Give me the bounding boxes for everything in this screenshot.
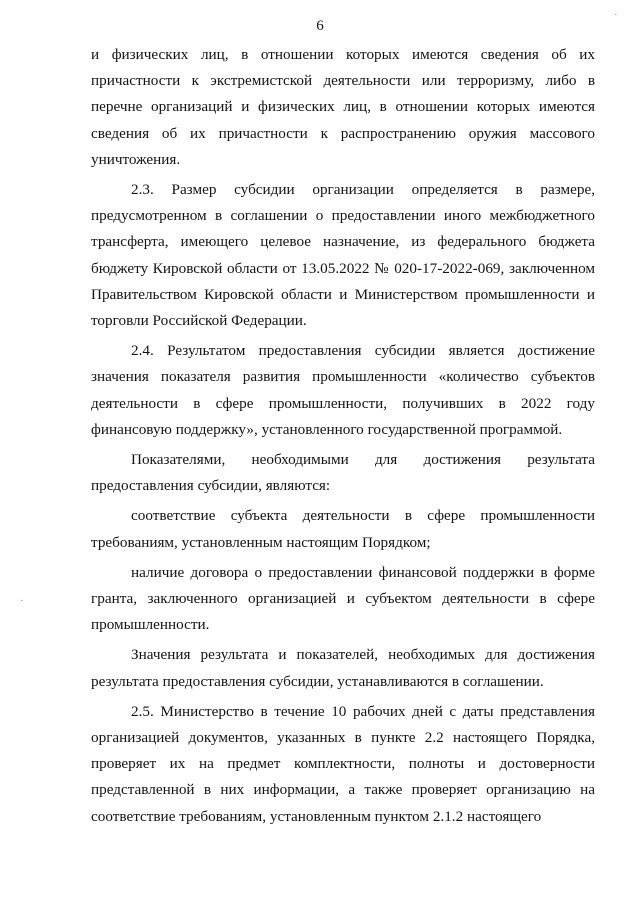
paragraph-indicators-intro: Показателями, необходимыми для достижения результата предоставления субсидии, являются: bbox=[91, 451, 595, 495]
paragraph-values-agreement: Значения результата и показателей, необходимых для достижения результата предоставления субсидии, устанавливаются в соглашении. bbox=[91, 646, 595, 690]
page-number: 6 bbox=[316, 18, 324, 34]
paragraph-indicator-2: наличие договора о предоставлении финансовой поддержки в форме гранта, заключенного организацией и субъектом деятельности в сфере промышленности. bbox=[91, 563, 595, 634]
paragraph-continuation: и физических лиц, в отношении которых имеются сведения об их причастности к экстремистской деятельности или терроризму, либо в перечне организаций и физических лиц, в отношении которых имеются сведения об их причастности к распространению оружия массового уничтожения. bbox=[91, 46, 595, 168]
paragraph-2-4: 2.4. Результатом предоставления субсидии является достижение значения показателя развития промышленности «количество субъектов деятельности в сфере промышленности, получивших в 2022 году финансовую поддержку», установленного государственной программой. bbox=[91, 342, 595, 438]
paragraph-2-3: 2.3. Размер субсидии организации определяется в размере, предусмотренном в соглашении о предоставлении иного межбюджетного трансферта, имеющего целевое назначение, из федерального бюджета бюджету Кировской области от 13.05.2022 № 020-17-2022-069, заключенном Правительством Кировской области и Министерством промышленности и торговли Российской Федерации. bbox=[91, 181, 595, 330]
scan-mark: · bbox=[614, 9, 618, 21]
document-body bbox=[91, 42, 595, 830]
paragraph-2-5: 2.5. Министерство в течение 10 рабочих дней с даты представления организацией документов, указанных в пункте 2.2 настоящего Порядка, проверяет их на предмет комплектности, полноты и достоверности представленной в них информации, а также проверяет организацию на соответствие требованиям, установленным пунктом 2.1.2 настоящего bbox=[91, 702, 595, 825]
scan-mark: · bbox=[20, 595, 24, 607]
paragraph-indicator-1: соответствие субъекта деятельности в сфере промышленности требованиям, установленным настоящим Порядком; bbox=[91, 507, 595, 551]
